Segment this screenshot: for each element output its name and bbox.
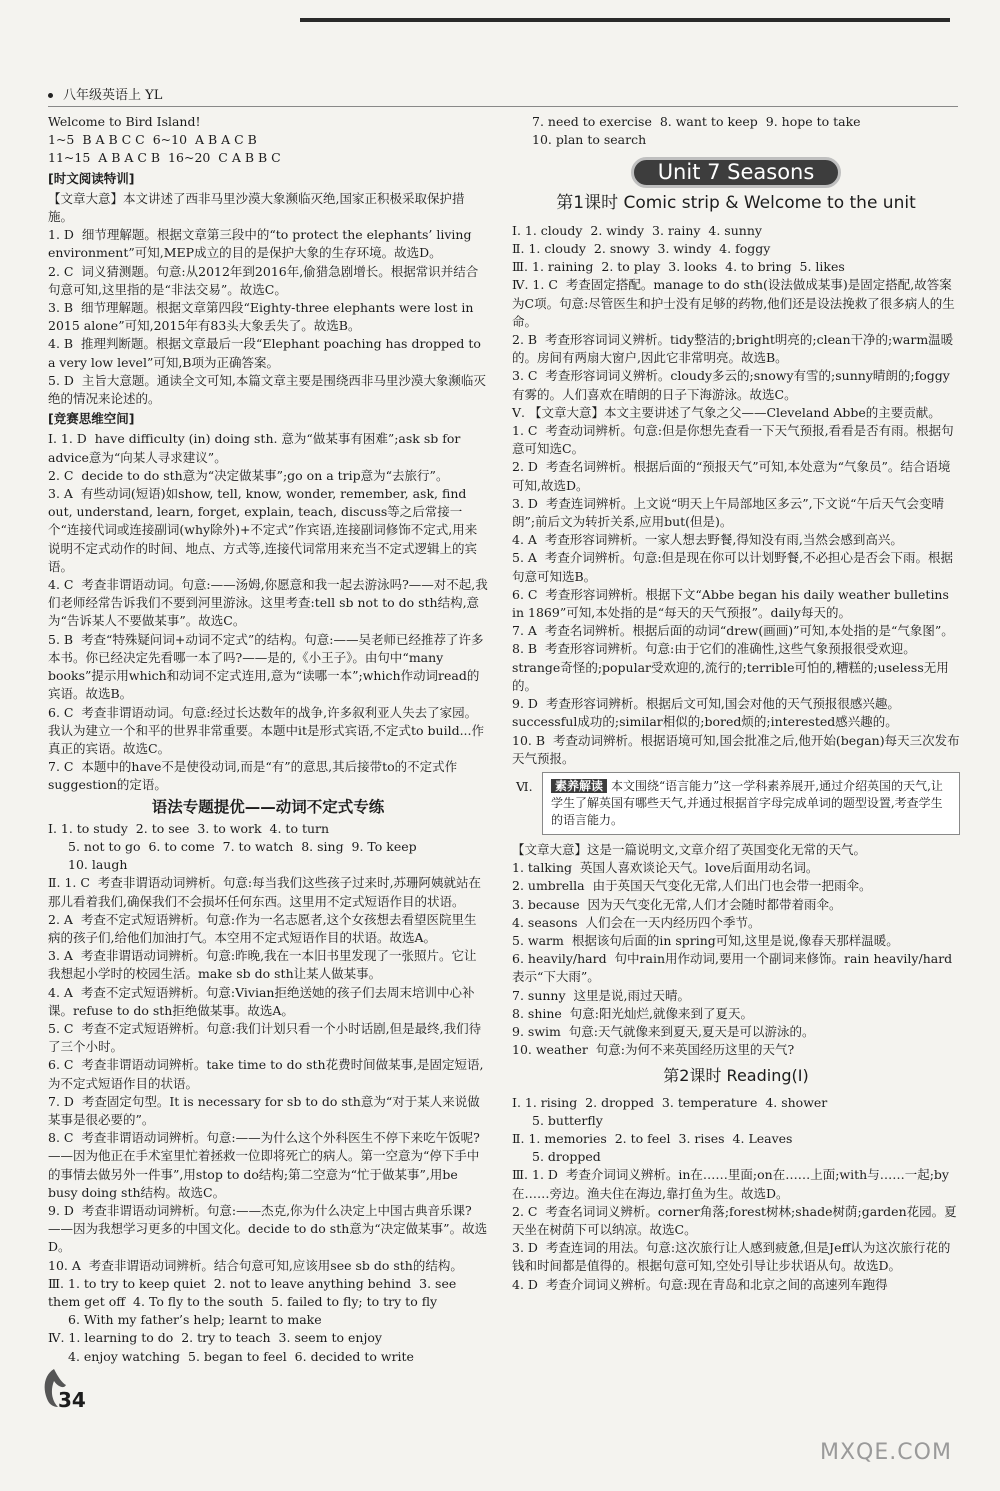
answer-line: 【文章大意】这是一篇说明文,文章介绍了英国变化无常的天气。 [512,841,866,857]
answer-line: 【文章大意】本文讲述了西非马里沙漠大象濒临灭绝,国家正积极采取保护措施。 [48,190,465,225]
answer-line: 2. C 考查名词词义辨析。corner角落;forest树林;shade树荫;garden花园。夏天坐在树荫下可以纳凉。故选C。 [512,1203,957,1237]
watermark: MXQE.COM [820,1440,952,1465]
answer-line: Ⅲ. 1. D 考查介词词义辨析。in在……里面;on在……上面;with与……一起;by在……旁边。渔夫住在海边,靠打鱼为生。故选D。 [512,1167,949,1201]
answer-line: Ⅰ. 1. to study 2. to see 3. to work 4. to turn [48,820,330,836]
answer-line: 7. D 考查固定句型。It is necessary for sb to do sth意为“对于某人来说做某事是很必要的”。 [48,1093,480,1127]
answer-line: 3. B 细节理解题。根据文章第四段“Eighty-three elephants were lost in 2015 alone”可知,2015年有83头大象丢失了。故选B。 [48,300,478,334]
answer-line: Ⅱ. 1. cloudy 2. snowy 3. windy 4. foggy [512,241,771,257]
answer-line: 1. D 细节理解题。根据文章第三段中的“to protect the elephants’ living environment”可知,MEP成立的目的是保护大象的生存环境。故选D。 [48,227,476,261]
answer-line: 6. With my father’s help; learnt to make [68,1312,322,1328]
literacy-text: 本文围绕“语言能力”这一学科素养展开,通过介绍英国的天气,让学生了解英国有哪些天气,并通过根据首字母完成单词的题型设置,考查学生的语言能力。 [551,778,943,827]
answer-line: Ⅴ. 【文章大意】本文主要讲述了气象之父——Cleveland Abbe的主要贡献。 [512,404,941,420]
answer-line: 1~5 B A B C C 6~10 A B A C B [48,132,257,148]
answer-line: 2. D 考查名词辨析。根据后面的“预报天气”可知,本处意为“气象员”。结合语境可知,故选D。 [512,459,951,493]
answer-line: 4. A 考查不定式短语辨析。句意:Vivian拒绝送她的孩子们去周末培训中心补课。refuse to do sth拒绝做某事。故选A。 [48,984,475,1018]
right-top-block [512,113,960,149]
answer-line: 2. umbrella 由于英国天气变化无常,人们出门也会带一把雨伞。 [512,878,872,894]
answer-line: 7. sunny 这里是说,雨过天晴。 [512,987,690,1003]
literacy-note [512,772,960,835]
literacy-tag: 素养解读 [551,779,607,793]
section-label: Ⅵ. [516,778,533,794]
answer-line: Ⅳ. 1. learning to do 2. try to teach 3. seem to enjoy [48,1330,382,1346]
topic-heading: 语法专题提优——动词不定式专练 [151,797,385,816]
answer-line: Ⅰ. 1. rising 2. dropped 3. temperature 4. shower [512,1094,828,1110]
answer-line: 6. C 考查形容词辨析。根据下文“Abbe began his daily weather bulletins in 1869”可知,本处指的是“每天的天气预报”。daily每天的。 [512,586,953,621]
answer-line: 5. A 考查介词辨析。句意:但是现在你可以计划野餐,不必担心是否会下雨。根据句意可知选B。 [512,550,954,584]
answer-line: 8. B 考查形容词辨析。句意:由于它们的准确性,这些气象预报很受欢迎。strange奇怪的;popular受欢迎的,流行的;terrible可怕的,糟糕的;useless无用的。 [512,641,949,693]
answer-line: 3. C 考查形容词词义辨析。cloudy多云的;snowy有雪的;sunny晴朗的;foggy有雾的。人们喜欢在晴朗的日子下海游泳。故选C。 [512,368,950,402]
answer-line: 5. C 考查不定式短语辨析。句意:我们计划只看一个小时话剧,但是最终,我们待了三个小时。 [48,1020,482,1055]
answer-line: 8. C 考查非谓语动词辨析。句意:——为什么这个外科医生不停下来吃午饭呢?——因为他正在手术室里忙着拯救一位即将死亡的病人。第一空意为“停下手中的事情去做另外一件事”,用stop to do结构;第二空意为“忙于做某事”,用be busy doing sth结构。故选C。 [48,1130,480,1200]
answer-line: 4. D 考查介词词义辨析。句意:现在青岛和北京之间的高速列车跑得 [512,1276,888,1292]
answer-line: 2. C 词义猜测题。句意:从2012年到2016年,偷猎急剧增长。根据常识并结合句意可知,这里指的是“非法交易”。故选C。 [48,263,479,297]
right-bottom-block [512,841,960,1059]
answer-line: 3. because 因为天气变化无常,人们才会随时都带着雨伞。 [512,896,842,912]
answer-line: 1. C 考查动词辨析。句意:但是你想先查看一下天气预报,看看是否有雨。根据句意可知选C。 [512,423,954,457]
answer-line: 4. C 考查非谓语动词。句意:——汤姆,你愿意和我一起去游泳吗?——对不起,我们老师经常告诉我们不要到河里游泳。这里考查:tell sb not to do sth结构,意为“告诉某人不要做某事”。故选C。 [48,577,488,629]
answer-line: 5. not to go 6. to come 7. to watch 8. sing 9. To keep [68,838,417,854]
answer-line: Ⅱ. 1. memories 2. to feel 3. rises 4. Leaves [512,1130,793,1146]
answer-line: 5. dropped [532,1149,601,1165]
answer-line: 6. heavily/hard 句中rain用作动词,要用一个副词来修饰。rain heavily/hard表示“下大雨”。 [512,951,953,985]
lesson-title-1: 第1课时 Comic strip & Welcome to the unit [556,192,916,213]
unit-banner: Unit 7 Seasons [631,157,842,187]
answer-line: 4. enjoy watching 5. began to feel 6. decided to write [68,1348,414,1364]
unit-banner-wrap [512,157,960,187]
answer-line: Ⅰ. 1. cloudy 2. windy 3. rainy 4. sunny [512,222,762,238]
page-number: 34 [58,1388,86,1412]
answer-line: 4. seasons 人们会在一天内经历四个季节。 [512,914,761,930]
right-end-block [512,1094,960,1294]
answer-line: 2. B 考查形容词词义辨析。tidy整洁的;bright明亮的;clean干净的;warm温暖的。房间有两扇大窗户,因此它非常明亮。故选B。 [512,332,954,366]
answer-line: 2. C decide to do sth意为“决定做某事”;go on a trip意为“去旅行”。 [48,467,449,483]
answer-line: 5. D 主旨大意题。通读全文可知,本篇文章主要是围绕西非马里沙漠大象濒临灭绝的情况来论述的。 [48,372,486,407]
answer-line: 11~15 A B A C B 16~20 C A B B C [48,150,281,166]
answer-line: 6. C 考查非谓语动词辨析。take time to do sth花费时间做某事,是固定短语,为不定式短语作目的状语。 [48,1057,484,1091]
answer-line: Ⅲ. 1. to try to keep quiet 2. not to leave anything behind 3. see them get off 4. To fly to the south 5. failed to fly; to try to fly [48,1275,461,1309]
answer-line: 10. plan to search [532,132,647,148]
answer-line: Ⅲ. 1. raining 2. to play 3. looks 4. to bring 5. likes [512,259,845,275]
bullet-icon [48,93,53,98]
header-title: 八年级英语上 YL [63,88,163,103]
answer-line: 4. A 考查形容词辨析。一家人想去野餐,得知没有雨,当然会感到高兴。 [512,532,903,548]
answer-line: 7. C 本题中的have不是使役动词,而是“有”的意思,其后接带to的不定式作suggestion的定语。 [48,759,458,793]
answer-line: 3. A 有些动词(短语)如show, tell, know, wonder, remember, ask, find out, understand, learn, forget, explain, teach, discuss等之后常接一个“连接代词或连接副词(why除外)+不定式”作宾语,连接副词修饰不定式,用来说明不定式动作的时间、地点、方式等,连接代词常用来充当不定式逻辑上的宾语。 [48,486,478,574]
answer-line: Ⅰ. 1. D have difficulty (in) doing sth. 意为“做某事有困难”;ask sb for advice意为“向某人寻求建议”。 [48,431,465,465]
right-column [512,113,960,1294]
answer-line: Ⅳ. 1. C 考查固定搭配。manage to do sth(设法做成某事)是固定搭配,故答案为C项。句意:尽管医生和护士没有足够的药物,他们还是设法挽救了很多病人的生命。 [512,277,955,329]
answer-line: 10. B 考查动词辨析。根据语境可知,国会批准之后,他开始(began)每天三次发布天气预报。 [512,732,960,766]
answer-line: 7. need to exercise 8. want to keep 9. hope to take [532,114,861,129]
lesson-title-2: 第2课时 Reading(Ⅰ) [663,1066,809,1086]
answer-line: 3. D 考查连词辨析。上文说“明天上午局部地区多云”,下文说“午后天气会变晴朗”;前后文为转折关系,应用but(但是)。 [512,495,945,530]
section-heading: [时文阅读特训] [48,170,135,186]
answer-line: 5. B 考查“特殊疑问词+动词不定式”的结构。句意:——吴老师已经推荐了许多本书。你已经决定先看哪一本了吗?——是的,《小王子》。由句中“many books”提示用which和动词不定式连用,意为“读哪一本”;which作动词read的宾语。故选B。 [48,631,484,702]
answer-line: 8. shine 句意:阳光灿烂,就像来到了夏天。 [512,1005,753,1021]
answer-line: 3. A 考查非谓语动词辨析。句意:昨晚,我在一本旧书里发现了一张照片。它让我想起小学时的校园生活。make sb do sth让某人做某事。 [48,948,477,982]
answer-line: 7. A 考查名词辨析。根据后面的动词“drew(画画)”可知,本处指的是“气象图”。 [512,623,954,639]
section-heading: [竞赛思维空间] [48,411,135,427]
answer-line: 10. A 考查非谓语动词辨析。结合句意可知,应该用see sb do sth的结构。 [48,1257,463,1273]
answer-line: 9. D 考查非谓语动词辨析。句意:——杰克,你为什么决定上中国古典音乐课?——因为我想学习更多的中国文化。decide to do sth意为“决定做某事”。故选D。 [48,1202,488,1255]
answer-line: Ⅱ. 1. C 考查非谓语动词辨析。句意:每当我们这些孩子过来时,苏珊阿姨就站在那儿看着我们,确保我们不会损坏任何东西。这里用不定式短语作目的状语。 [48,875,482,909]
answer-line: 5. butterfly [532,1112,603,1128]
answer-line: 9. swim 句意:天气就像来到夏天,夏天是可以游泳的。 [512,1023,815,1039]
answer-line: 1. talking 英国人喜欢谈论天气。love后面用动名词。 [512,860,819,876]
answer-line: 2. A 考查不定式短语辨析。句意:作为一名志愿者,这个女孩想去看望医院里生病的孩子们,给他们加油打气。本空用不定式短语作目的状语。故选A。 [48,911,477,945]
answer-line: Welcome to Bird Island! [48,114,201,129]
right-mid-block [512,222,960,768]
answer-line: 5. warm 根据该句后面的in spring可知,这里是说,像春天那样温暖。 [512,932,899,948]
left-column [48,113,488,1366]
top-rule [300,18,950,22]
answer-line: 6. C 考查非谓语动词。句意:经过长达数年的战争,许多叙利亚人失去了家园。我认为建立一个和平的世界非常重要。本题中it是形式宾语,不定式to build...作真正的宾语。故选C。 [48,704,484,756]
page-header [48,84,958,107]
answer-line: 10. weather 句意:为何不来英国经历这里的天气? [512,1042,795,1058]
literacy-box [542,772,960,835]
answer-line: 10. laugh [68,857,128,873]
answer-line: 4. B 推理判断题。根据文章最后一段“Elephant poaching has dropped to a very low level”可知,B项为正确答案。 [48,336,485,370]
answer-line: 3. D 考查连词的用法。句意:这次旅行让人感到疲惫,但是Jeff认为这次旅行花的钱和时间都是值得的。根据句意可知,空处引导让步状语从句。故选D。 [512,1240,951,1274]
answer-line: 9. D 考查形容词辨析。根据后文可知,国会对他的天气预报很感兴趣。successful成功的;similar相似的;bored烦的;interested感兴趣的。 [512,696,900,730]
